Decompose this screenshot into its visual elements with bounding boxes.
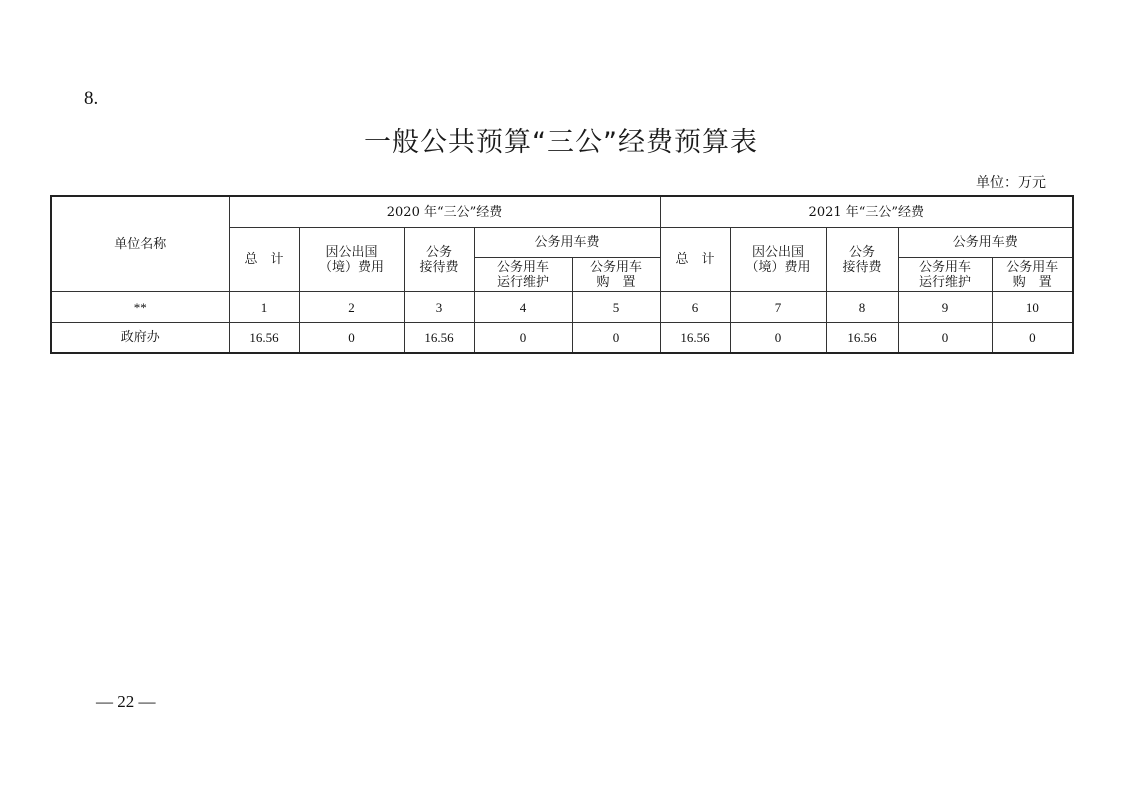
index-cell: 1 xyxy=(229,292,299,323)
value-cell: 0 xyxy=(992,323,1073,354)
header-group-2020: 2020 年“三公”经费 xyxy=(229,196,660,228)
header-total-2021: 总 计 xyxy=(660,228,730,292)
header-overseas-2020: 因公出国 （境）费用 xyxy=(299,228,404,292)
index-cell: 8 xyxy=(826,292,898,323)
document-title: 一般公共预算“三公”经费预算表 xyxy=(364,127,758,158)
value-cell: 16.56 xyxy=(229,323,299,354)
header-group-2021: 2021 年“三公”经费 xyxy=(660,196,1073,228)
index-cell: 3 xyxy=(404,292,474,323)
page-number-footer: — 22 — xyxy=(96,692,156,711)
header-vehicle-purchase-2020: 公务用车 购 置 xyxy=(572,258,660,292)
index-cell: 4 xyxy=(474,292,572,323)
index-cell: 10 xyxy=(992,292,1073,323)
unit-name-cell: 政府办 xyxy=(51,323,229,354)
value-cell: 16.56 xyxy=(404,323,474,354)
index-cell: 5 xyxy=(572,292,660,323)
index-cell: 6 xyxy=(660,292,730,323)
value-cell: 16.56 xyxy=(826,323,898,354)
index-cell: 9 xyxy=(898,292,992,323)
value-cell: 0 xyxy=(474,323,572,354)
header-overseas-2021: 因公出国 （境）费用 xyxy=(730,228,826,292)
value-cell: 16.56 xyxy=(660,323,730,354)
index-row xyxy=(51,292,1073,323)
index-cell: 2 xyxy=(299,292,404,323)
budget-table xyxy=(50,195,1074,354)
section-number: 8. xyxy=(84,88,99,109)
header-reception-2020: 公务 接待费 xyxy=(404,228,474,292)
index-cell: ** xyxy=(51,292,229,323)
header-vehicle-operation-2020: 公务用车 运行维护 xyxy=(474,258,572,292)
header-vehicle-2021: 公务用车费 xyxy=(898,228,1073,258)
unit-label: 单位：万元 xyxy=(976,175,1046,191)
value-cell: 0 xyxy=(572,323,660,354)
header-row-1 xyxy=(51,196,1073,228)
header-unit-name: 单位名称 xyxy=(51,196,229,292)
header-total-2020: 总 计 xyxy=(229,228,299,292)
value-cell: 0 xyxy=(299,323,404,354)
header-vehicle-operation-2021: 公务用车 运行维护 xyxy=(898,258,992,292)
table-row xyxy=(51,323,1073,354)
value-cell: 0 xyxy=(898,323,992,354)
index-cell: 7 xyxy=(730,292,826,323)
value-cell: 0 xyxy=(730,323,826,354)
header-reception-2021: 公务 接待费 xyxy=(826,228,898,292)
header-vehicle-2020: 公务用车费 xyxy=(474,228,660,258)
header-vehicle-purchase-2021: 公务用车 购 置 xyxy=(992,258,1073,292)
